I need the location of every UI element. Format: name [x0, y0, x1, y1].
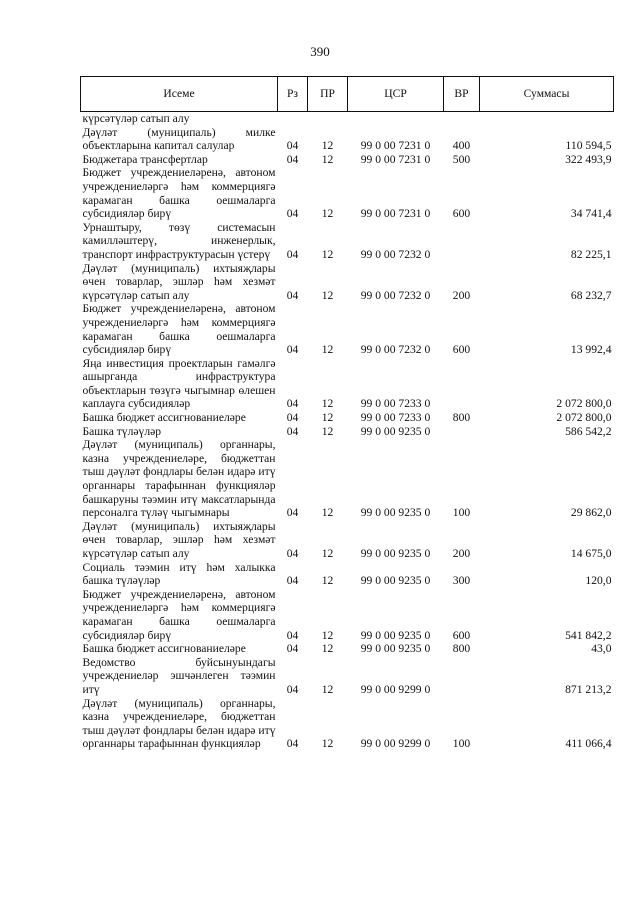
row-rz: 04	[286, 682, 299, 696]
row-sum: 14 675,0	[570, 547, 612, 560]
row-pr: 12	[321, 139, 334, 153]
table-row	[81, 302, 614, 356]
row-sum: 322 493,9	[565, 152, 612, 166]
row-csr: 99 0 00 7231 0	[360, 207, 431, 221]
table-row	[81, 642, 614, 656]
row-vr	[444, 357, 480, 411]
row-rz: 04	[286, 424, 299, 438]
row-rz: 04	[286, 411, 299, 425]
row-pr: 12	[321, 506, 334, 520]
header-pr: ПР	[308, 77, 348, 112]
table-row	[81, 153, 614, 167]
table-row	[81, 656, 614, 697]
row-name: Дәүләт (муниципаль) органнары, казна учреждениеләре, бюджеттан тыш дәүләт фондлары белән идарә итү органнары тарафыннан функцияләр	[82, 696, 276, 751]
row-rz: 04	[286, 207, 299, 221]
header-vr: ВР	[444, 77, 480, 112]
row-csr: 99 0 00 7232 0	[360, 288, 431, 302]
row-vr: 800	[452, 411, 471, 425]
row-vr	[444, 425, 480, 439]
row-pr: 12	[321, 547, 334, 560]
header-csr: ЦСР	[348, 77, 444, 112]
row-sum: 871 213,2	[565, 682, 612, 696]
row-name: Бюджет учреждениеләренә, автоном учреждениеләргә һәм коммерциягә карамаган башка оешмаларга субсидияләр бирү	[82, 166, 276, 221]
table-row	[81, 357, 614, 411]
row-csr: 99 0 00 9235 0	[360, 642, 431, 656]
row-name: Бюджетара трансфертлар	[82, 152, 208, 166]
row-rz: 04	[286, 506, 299, 520]
row-sum: 110 594,5	[565, 139, 612, 153]
row-name: Ведомство буйсынуындагы учреждениеләр эшчәнлеген тәэмин итү	[82, 655, 276, 696]
table-row	[81, 425, 614, 439]
row-csr: 99 0 00 9299 0	[360, 682, 431, 696]
row-pr: 12	[321, 628, 334, 642]
row-name: Социаль тәэмин итү һәм халыкка башка түләүләр	[82, 560, 276, 588]
row-csr: 99 0 00 9235 0	[360, 628, 431, 642]
row-sum: 43,0	[591, 642, 612, 656]
row-pr: 12	[321, 411, 334, 425]
row-csr: 99 0 00 7232 0	[360, 247, 431, 261]
row-csr: 99 0 00 7231 0	[360, 152, 431, 166]
row-rz: 04	[286, 737, 299, 751]
row-rz: 04	[286, 343, 299, 357]
table-header	[81, 77, 614, 112]
row-sum: 34 741,4	[570, 207, 612, 221]
row-vr: 800	[452, 642, 471, 656]
row-vr: 600	[452, 628, 471, 642]
row-name: Башка түләүләр	[82, 424, 162, 438]
table-row	[81, 126, 614, 153]
row-name: Бюджет учреждениеләренә, автоном учреждениеләргә һәм коммерциягә карамаган башка оешмаларга субсидияләр бирү	[82, 587, 276, 642]
row-rz: 04	[286, 574, 299, 588]
header-sum: Суммасы	[480, 77, 614, 112]
row-sum: 120,0	[585, 574, 612, 588]
table-row	[81, 112, 614, 126]
row-name: Дәүләт (муниципаль) органнары, казна учреждениеләре, бюджеттан тыш дәүләт фондлары белән идарә итү органнары тарафыннан функцияләр башкаруны тәэмин итү максатларында персоналга түләү чыгымнары	[82, 438, 276, 520]
row-csr: 99 0 00 7232 0	[360, 343, 431, 357]
row-pr: 12	[321, 343, 334, 357]
table-row	[81, 221, 614, 262]
row-csr: 99 0 00 7233 0	[360, 397, 431, 411]
row-vr: 300	[452, 574, 471, 588]
row-sum: 2 072 800,0	[556, 411, 612, 425]
row-pr: 12	[321, 152, 334, 166]
row-name: Дәүләт (муниципаль) ихтыяҗлары өчен товарлар, эшләр һәм хезмәт күрсәтүләр сатып алу	[82, 261, 276, 302]
row-rz	[278, 112, 308, 126]
row-sum	[480, 112, 614, 126]
row-vr: 100	[452, 737, 471, 751]
row-sum: 411 066,4	[565, 737, 612, 751]
row-rz: 04	[286, 247, 299, 261]
table-row	[81, 262, 614, 303]
row-csr: 99 0 00 9235 0	[360, 547, 431, 560]
row-rz: 04	[286, 628, 299, 642]
row-name: Урнаштыру, төзү системасын камилләштерү, инженерлык, транспорт инфраструктурасын үстерү	[82, 220, 276, 261]
table-row	[81, 561, 614, 588]
row-csr: 99 0 00 7231 0	[360, 139, 431, 153]
row-pr: 12	[321, 247, 334, 261]
row-rz: 04	[286, 397, 299, 411]
row-vr: 600	[452, 343, 471, 357]
table-row	[81, 697, 614, 751]
row-name: Дәүләт (муниципаль) милке объектларына капитал салулар	[82, 125, 276, 153]
row-rz: 04	[286, 547, 299, 560]
row-sum: 82 225,1	[570, 247, 612, 261]
row-pr: 12	[321, 574, 334, 588]
row-name: Бюджет учреждениеләренә, автоном учреждениеләргә һәм коммерциягә карамаган башка оешмаларга субсидияләр бирү	[82, 302, 276, 357]
row-vr: 500	[452, 152, 471, 166]
row-vr	[444, 112, 480, 126]
row-sum: 13 992,4	[570, 343, 612, 357]
table-row	[81, 438, 614, 520]
row-pr: 12	[321, 737, 334, 751]
row-pr: 12	[321, 397, 334, 411]
row-sum: 29 862,0	[570, 506, 612, 520]
table-row	[81, 520, 614, 561]
row-rz: 04	[286, 288, 299, 302]
row-sum: 68 232,7	[570, 288, 612, 302]
row-vr: 200	[452, 547, 471, 560]
row-vr	[444, 221, 480, 262]
row-rz: 04	[286, 152, 299, 166]
row-vr: 200	[452, 288, 471, 302]
row-vr	[444, 656, 480, 697]
row-csr: 99 0 00 9235 0	[360, 574, 431, 588]
row-name: Башка бюджет ассигнованиеләре	[82, 642, 246, 656]
header-name: Исеме	[81, 77, 278, 112]
table-row	[81, 166, 614, 220]
row-pr: 12	[321, 288, 334, 302]
row-sum: 586 542,2	[565, 424, 612, 438]
row-pr: 12	[321, 642, 334, 656]
row-sum: 541 842,2	[565, 628, 612, 642]
header-rz: Рз	[278, 77, 308, 112]
row-vr: 600	[452, 207, 471, 221]
row-rz: 04	[286, 642, 299, 656]
table-row	[81, 588, 614, 642]
row-vr: 400	[452, 139, 471, 153]
row-vr: 100	[452, 506, 471, 520]
row-csr: 99 0 00 9235 0	[360, 424, 431, 438]
row-name: Дәүләт (муниципаль) ихтыяҗлары өчен товарлар, эшләр һәм хезмәт күрсәтүләр сатып алу	[82, 519, 276, 560]
row-rz: 04	[286, 139, 299, 153]
table-row	[81, 411, 614, 425]
row-csr: 99 0 00 7233 0	[360, 411, 431, 425]
page-number: 390	[310, 44, 330, 59]
row-pr	[308, 112, 348, 126]
row-name: Башка бюджет ассигнованиеләре	[82, 411, 246, 425]
row-name: Яңа инвестиция проектларын гамәлгә ашырганда инфраструктура объектларын төзүгә чыгымнар өлешен каплауга субсидияләр	[82, 356, 276, 411]
row-csr: 99 0 00 9235 0	[360, 506, 431, 520]
row-pr: 12	[321, 207, 334, 221]
row-csr	[348, 112, 444, 126]
row-csr: 99 0 00 9299 0	[360, 737, 431, 751]
budget-table	[80, 76, 614, 751]
row-pr: 12	[321, 424, 334, 438]
row-name: күрсәтүләр сатып алу	[82, 112, 190, 125]
row-pr: 12	[321, 682, 334, 696]
row-sum: 2 072 800,0	[556, 397, 612, 411]
table-body	[81, 112, 614, 751]
